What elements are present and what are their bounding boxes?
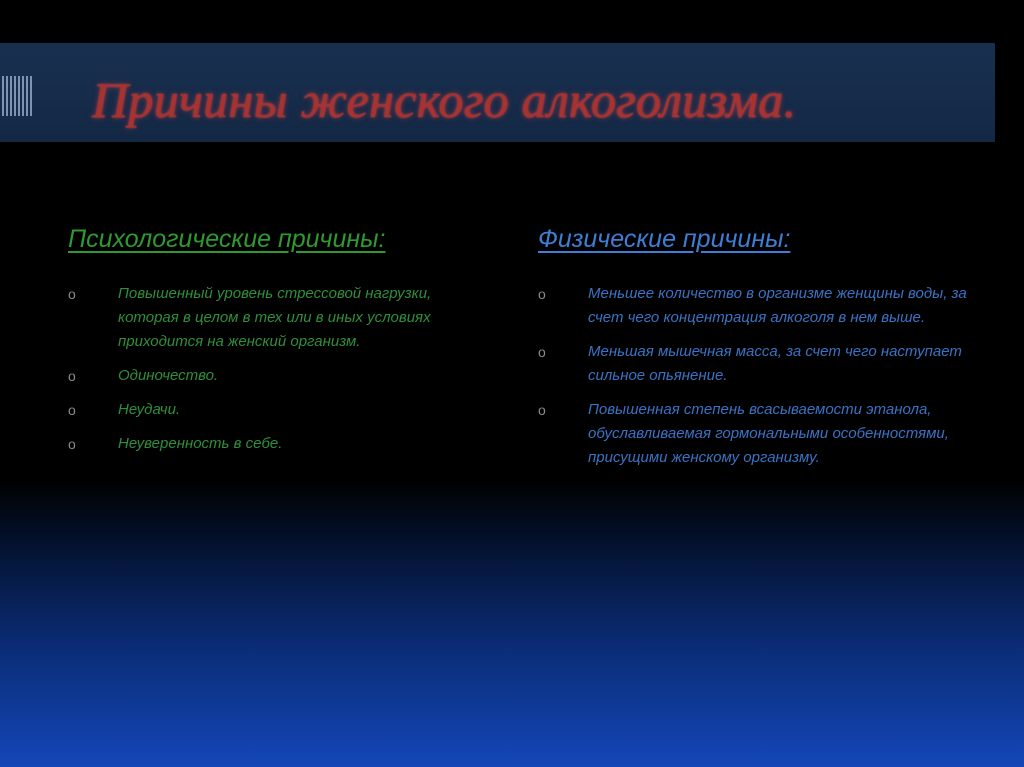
bullet-icon: o	[68, 436, 76, 452]
list-item	[538, 340, 978, 388]
list-item	[538, 282, 978, 330]
physical-causes-heading: Физические причины:	[538, 225, 791, 253]
physical-causes-list	[538, 282, 978, 480]
list-item-text: Меньшее количество в организме женщины воды, за счет чего концентрация алкоголя в нем выше.	[588, 285, 967, 326]
list-item	[68, 364, 468, 388]
list-item-text: Неуверенность в себе.	[118, 435, 283, 452]
list-item	[538, 398, 978, 470]
psychological-causes-heading: Психологические причины:	[68, 225, 386, 253]
list-item-text: Повышенный уровень стрессовой нагрузки, которая в целом в тех или в иных условиях приходится на женский организм.	[118, 285, 432, 350]
slide-title: Причины женского алкоголизма.	[92, 72, 797, 128]
list-item	[68, 432, 468, 456]
bullet-icon: o	[538, 402, 546, 418]
bullet-icon: o	[68, 286, 76, 302]
bullet-icon: o	[538, 286, 546, 302]
list-item-text: Повышенная степень всасываемости этанола, обуславливаемая гормональными особенностями, присущими женскому организму.	[588, 401, 949, 466]
psychological-causes-list	[68, 282, 468, 466]
bullet-icon: o	[68, 368, 76, 384]
list-item-text: Неудачи.	[118, 401, 181, 418]
bullet-icon: o	[68, 402, 76, 418]
bullet-icon: o	[538, 344, 546, 360]
list-item	[68, 282, 468, 354]
stripes-decoration	[2, 76, 34, 116]
list-item	[68, 398, 468, 422]
list-item-text: Меньшая мышечная масса, за счет чего наступает сильное опьянение.	[588, 343, 962, 384]
list-item-text: Одиночество.	[118, 367, 219, 384]
